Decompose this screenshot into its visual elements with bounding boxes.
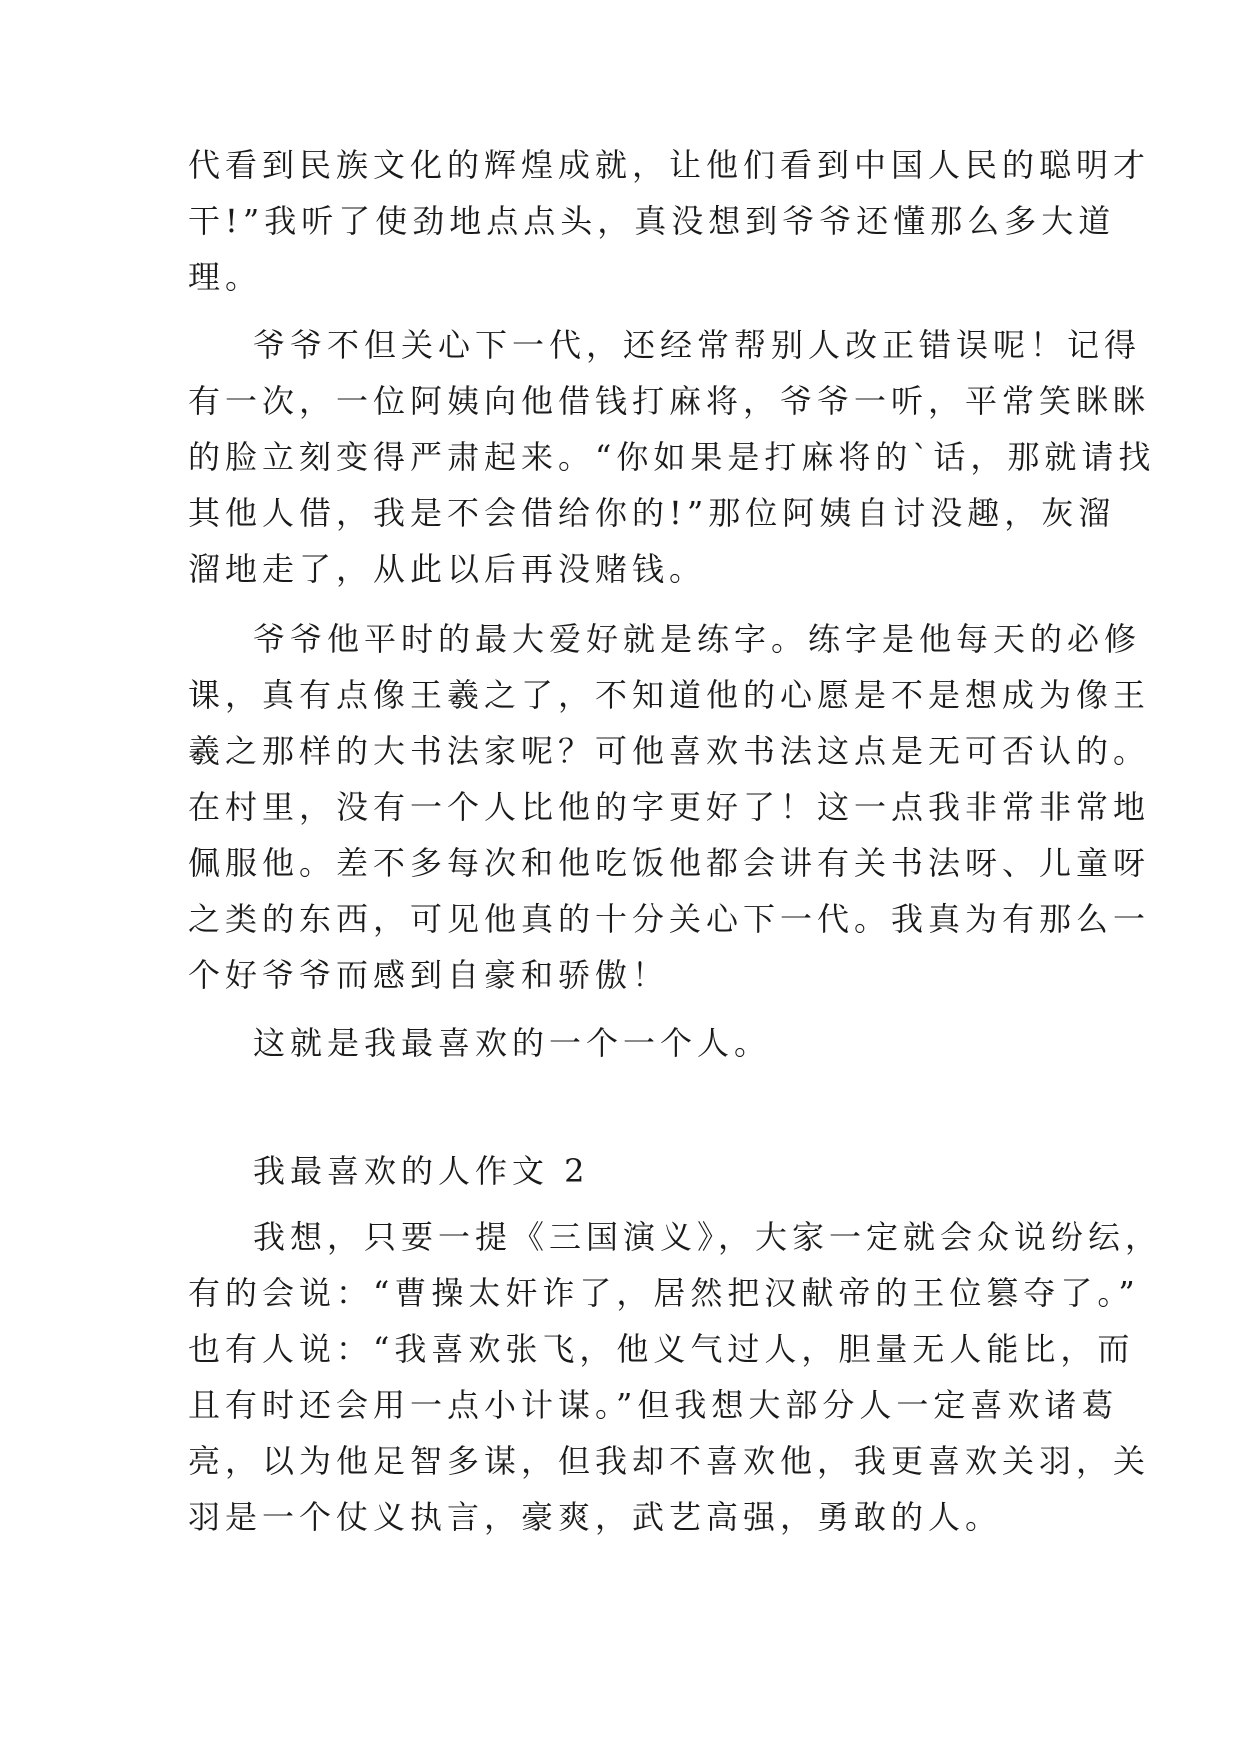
- paragraph-line: 佩服他。差不多每次和他吃饭他都会讲有关书法呀、儿童呀: [188, 844, 1151, 882]
- paragraph-line: 爷爷不但关心下一代，还经常帮别人改正错误呢！记得: [253, 326, 1142, 364]
- paragraph-line: 有的会说：“曹操太奸诈了，居然把汉献帝的王位篡夺了。”: [188, 1274, 1140, 1312]
- paragraph-line: 我想，只要一提《三国演义》，大家一定就会众说纷纭，: [253, 1218, 1163, 1256]
- paragraph-line: 溜地走了，从此以后再没赌钱。: [188, 550, 707, 588]
- paragraph-line: 且有时还会用一点小计谋。”但我想大部分人一定喜欢诸葛: [188, 1386, 1119, 1424]
- paragraph-line: 其他人借，我是不会借给你的!”那位阿姨自讨没趣，灰溜: [188, 494, 1116, 532]
- paragraph-line: 个好爷爷而感到自豪和骄傲！: [188, 956, 670, 994]
- paragraph-line: 羽是一个仗义执言，豪爽，武艺高强，勇敢的人。: [188, 1498, 1003, 1536]
- paragraph-line: 课，真有点像王羲之了，不知道他的心愿是不是想成为像王: [188, 676, 1151, 714]
- paragraph-line: 爷爷他平时的最大爱好就是练字。练字是他每天的必修: [253, 620, 1142, 658]
- section-title: 我最喜欢的人作文 2: [253, 1152, 590, 1190]
- paragraph-line: 这就是我最喜欢的一个一个人。: [253, 1024, 772, 1062]
- paragraph-line: 干!”我听了使劲地点点头，真没想到爷爷还懂那么多大道: [188, 202, 1116, 240]
- paragraph-line: 理。: [188, 258, 263, 296]
- paragraph-line: 亮，以为他足智多谋，但我却不喜欢他，我更喜欢关羽，关: [188, 1442, 1151, 1480]
- paragraph-line: 也有人说：“我喜欢张飞，他义气过人，胆量无人能比，而: [188, 1330, 1135, 1368]
- paragraph-line: 在村里，没有一个人比他的字更好了！这一点我非常非常地: [188, 788, 1151, 826]
- paragraph-line: 代看到民族文化的辉煌成就，让他们看到中国人民的聪明才: [188, 146, 1151, 184]
- paragraph-line: 之类的东西，可见他真的十分关心下一代。我真为有那么一: [188, 900, 1151, 938]
- paragraph-line: 有一次，一位阿姨向他借钱打麻将，爷爷一听，平常笑眯眯: [188, 382, 1151, 420]
- paragraph-line: 的脸立刻变得严肃起来。“你如果是打麻将的`话，那就请找: [188, 438, 1156, 476]
- paragraph-line: 羲之那样的大书法家呢？可他喜欢书法这点是无可否认的。: [188, 732, 1151, 770]
